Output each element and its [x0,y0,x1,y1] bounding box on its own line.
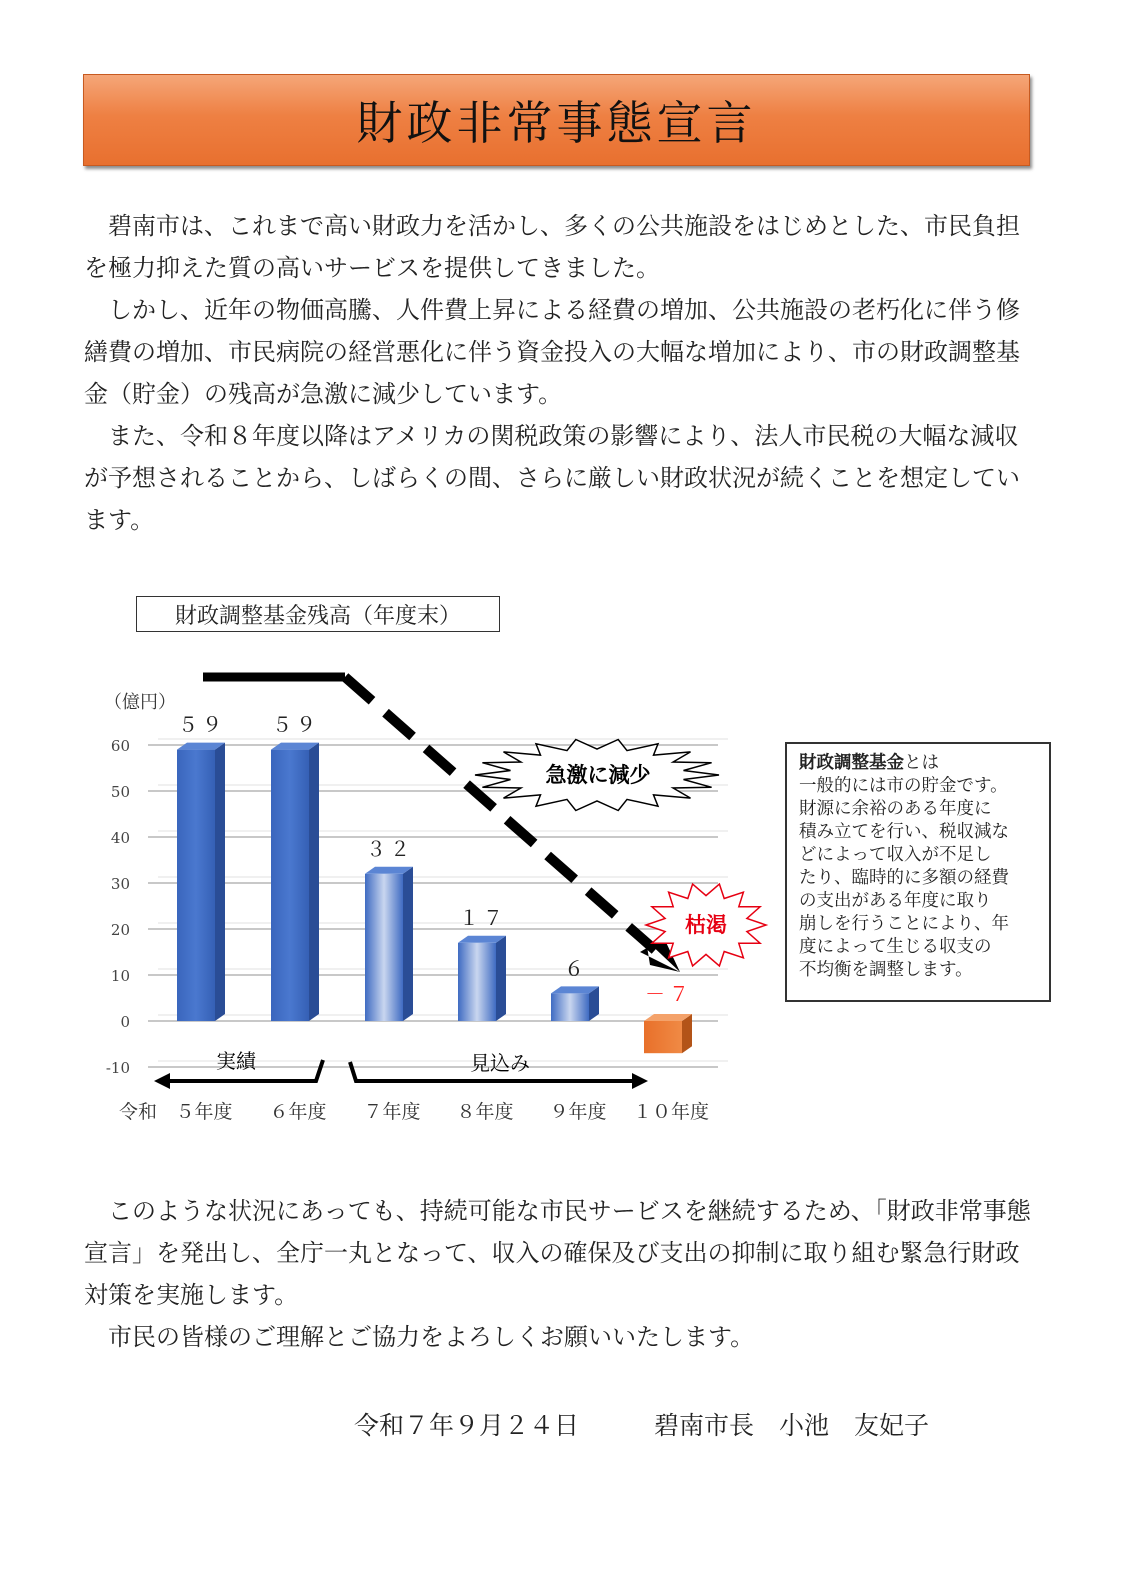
bar-value-label: １７ [459,905,507,930]
bar-3 [458,936,506,1021]
x-category-label: ８年度 [456,1101,514,1123]
bar-value-label: ３２ [366,836,414,861]
y-tick-label: 20 [110,921,130,939]
y-tick-label: 10 [110,967,130,985]
forecast-period-bracket [350,1051,648,1089]
bar-value-label: ６ [564,956,588,981]
y-tick-label: 60 [110,737,130,755]
bar-1 [271,743,319,1021]
chart-y-unit-label: （億円） [104,692,176,713]
chart-x-prefix: 令和 [119,1101,158,1123]
x-category-label: ７年度 [363,1101,421,1123]
closing-text [84,1190,1034,1358]
definition-line: の支出がある年度に取り [799,891,992,911]
bar-front [177,750,215,1021]
y-tick-label: 40 [110,829,130,847]
chart-x-labels [175,1101,709,1123]
x-category-label: ５年度 [175,1101,233,1123]
definition-box [785,742,1051,1002]
depletion-text: 枯渇 [685,913,727,937]
x-category-label: ９年度 [549,1101,607,1123]
definition-line: 一般的には市の貯金です。 [799,776,1008,796]
closing-paragraph-1: このような状況にあっても、持続可能な市民サービスを継続するため、「財政非常事態宣言」を発出し、全庁一丸となって、収入の確保及び支出の抑制に取り組む緊急行財政対策を実施します。 [84,1197,1031,1309]
intro-paragraph-1: 碧南市は、これまで高い財政力を活かし、多くの公共施設をはじめとした、市民負担を極力抑えた質の高いサービスを提供してきました。 [84,212,1020,282]
chart-y-ticks [106,737,130,1077]
bar-side [403,867,413,1021]
intro-paragraph-2: しかし、近年の物価高騰、人件費上昇による経費の増加、公共施設の老朽化に伴う修繕費の増加、市民病院の経営悪化に伴う資金投入の大幅な増加により、市の財政調整基金（貯金）の残高が急激に減少しています。 [84,296,1020,408]
x-category-label: １０年度 [632,1101,710,1123]
bar-2 [365,867,413,1021]
definition-line: 不均衡を調整します。 [799,960,973,980]
mayor-name: 碧南市長 小池 友妃子 [654,1411,930,1440]
signature-line [354,1406,929,1442]
definition-heading-suffix: とは [904,753,939,773]
definition-line: 財源に余裕のある年度に [799,799,992,819]
chart-title: 財政調整基金残高（年度末） [136,596,500,632]
y-tick-label: -10 [105,1059,130,1077]
sharp-decline-burst [475,740,719,811]
bar-front [271,750,309,1021]
page-title: 財政非常事態宣言 [356,96,757,150]
sharp-decline-text: 急激に減少 [545,763,651,787]
intro-paragraph-3: また、令和８年度以降はアメリカの関税政策の影響により、法人市民税の大幅な減収が予想されることから、しばらくの間、さらに厳しい財政状況が続くことを想定しています。 [84,422,1020,534]
bar-front [365,874,403,1021]
y-tick-label: 50 [110,783,130,801]
bar-5 [644,1014,692,1053]
definition-line: 崩しを行うことにより、年 [799,914,1009,934]
bar-front [644,1021,682,1053]
bar-front [551,993,589,1021]
y-tick-label: 0 [120,1013,130,1031]
x-category-label: ６年度 [269,1101,327,1123]
actual-period-bracket [154,1049,323,1089]
declaration-date: 令和７年９月２４日 [354,1411,580,1440]
bar-front [458,943,496,1021]
bar-value-label: ５９ [272,712,320,737]
definition-line: たり、臨時的に多額の経費 [799,868,1009,888]
y-tick-label: 30 [110,875,130,893]
closing-paragraph-2: 市民の皆様のご理解とご協力をよろしくお願いいたします。 [84,1323,755,1351]
bar-value-label: －７ [645,982,693,1006]
bar-side [309,743,319,1021]
bar-4 [551,986,599,1021]
forecast-period-label: 見込み [470,1051,530,1075]
bar-side [215,743,225,1021]
bar-0 [177,743,225,1021]
definition-line: 積み立てを行い、税収減な [799,822,1009,842]
actual-period-label: 実績 [216,1049,256,1073]
definition-line: どによって収入が不足し [799,845,992,865]
definition-heading: 財政調整基金 [799,753,904,773]
bar-value-label: ５９ [178,712,226,737]
definition-line: 度によって生じる収支の [799,937,992,957]
bar-side [496,936,506,1021]
